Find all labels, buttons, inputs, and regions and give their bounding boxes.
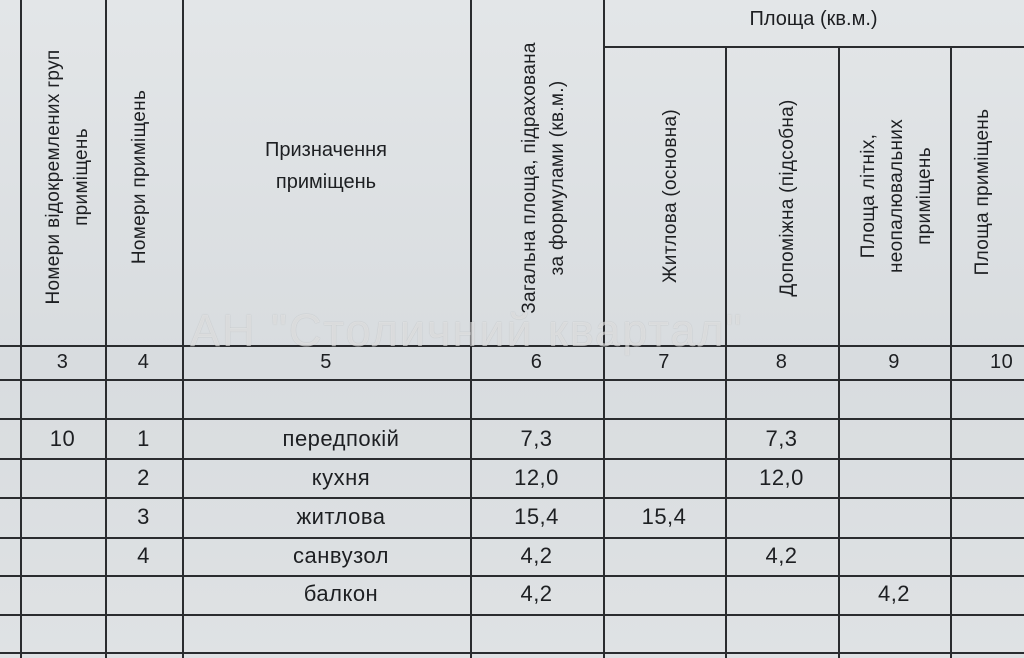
col-number: 5 <box>320 351 332 373</box>
cell-total: 4,2 <box>520 581 553 606</box>
cell-room: 2 <box>137 465 150 490</box>
grid-line <box>0 652 1024 654</box>
col-number: 10 <box>990 351 1014 373</box>
cell-auxiliary: 12,0 <box>759 465 804 490</box>
col-header-total: Загальна площа, підрахована за формулами (кв.м.) <box>519 42 568 314</box>
cell-purpose: житлова <box>296 504 386 529</box>
cell-total: 15,4 <box>514 504 559 529</box>
col-number: 7 <box>658 351 670 373</box>
col-number: 3 <box>56 351 69 373</box>
cell-purpose: кухня <box>311 465 371 490</box>
col-header-other: Площа приміщень <box>972 108 993 276</box>
col-header-groups: Номери відокремлених груп приміщень <box>43 49 92 305</box>
grid-line <box>20 0 22 658</box>
col-header-auxiliary: Допоміжна (підсобна) <box>777 99 798 297</box>
grid-line <box>950 46 952 658</box>
watermark: АН "Столичний квартал" <box>190 305 744 356</box>
cell-room: 3 <box>137 504 150 529</box>
area-group-header: Площа (кв.м.) <box>749 8 878 30</box>
grid-line <box>0 497 1024 499</box>
col-header-rooms: Номери приміщень <box>129 89 150 265</box>
cell-room: 4 <box>137 543 150 568</box>
cell-auxiliary: 7,3 <box>765 426 798 451</box>
cell-purpose: санвузол <box>292 543 390 568</box>
col-header-living: Житлова (основна) <box>660 108 681 284</box>
col-number: 9 <box>888 351 900 373</box>
cell-living: 15,4 <box>641 504 687 529</box>
cell-total: 12,0 <box>514 465 559 490</box>
cell-summer: 4,2 <box>877 581 911 606</box>
grid-line <box>0 418 1024 420</box>
cell-purpose: передпокій <box>282 426 400 451</box>
grid-line <box>0 614 1024 616</box>
grid-line <box>0 458 1024 460</box>
col-header-summer: Площа літніх, неопалювальних приміщень <box>858 118 935 274</box>
cell-purpose: балкон <box>303 581 379 606</box>
cell-group: 10 <box>49 426 76 451</box>
col-number: 6 <box>530 351 543 373</box>
cell-total: 7,3 <box>520 426 553 451</box>
grid-line <box>0 575 1024 577</box>
grid-line <box>0 379 1024 381</box>
cell-auxiliary: 4,2 <box>765 543 798 568</box>
grid-line <box>0 537 1024 539</box>
col-header-purpose: Призначення приміщень <box>264 139 388 193</box>
col-number: 8 <box>775 351 788 373</box>
col-number: 4 <box>137 351 150 373</box>
grid-line <box>603 46 1024 48</box>
cell-room: 1 <box>137 426 150 451</box>
cell-total: 4,2 <box>520 543 553 568</box>
